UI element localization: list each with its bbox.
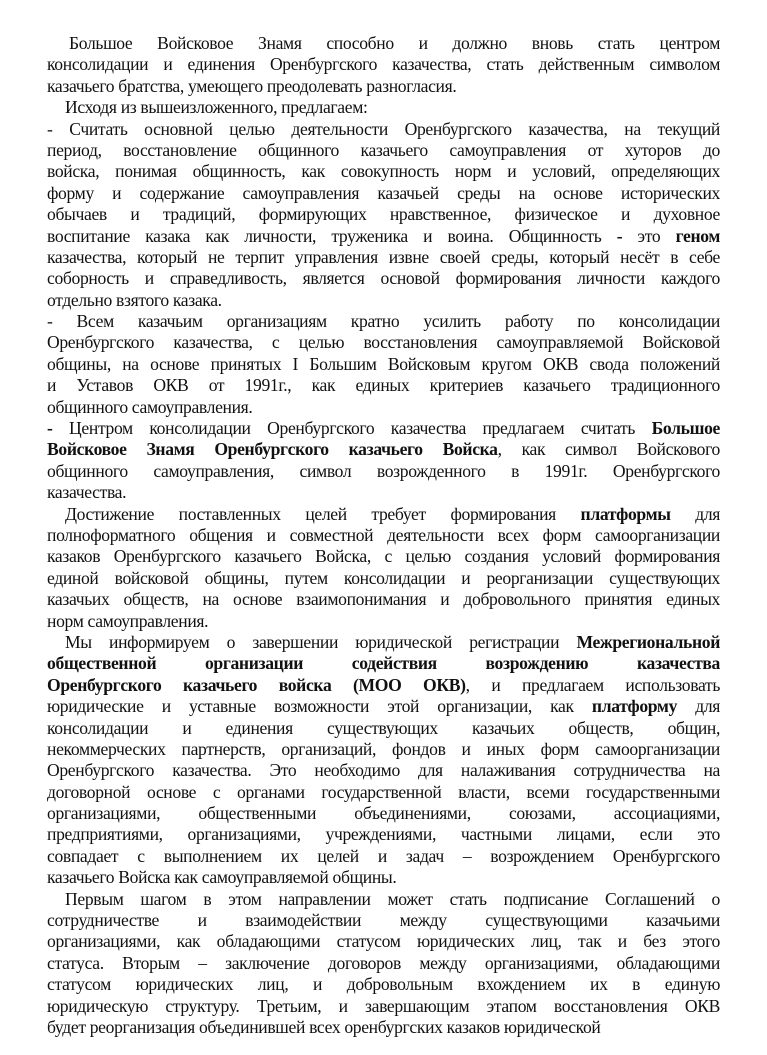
- text-line: [47, 996, 720, 1017]
- text-segment: обычаев и традиций, формирующих нравственное, физическое и духовное: [47, 204, 720, 225]
- bold-text: -: [47, 418, 53, 439]
- text-segment: для: [677, 696, 720, 717]
- text-segment: Большое Войсковое Знамя способно и должно вновь стать центром: [69, 33, 720, 53]
- bold-text: платформы: [580, 503, 671, 524]
- text-line: [47, 119, 720, 140]
- text-segment: статусом юридических лиц, и добровольным вхождением их в единую: [47, 974, 720, 995]
- text-segment: форму и содержание самоуправления казачьей среды на основе исторических: [47, 182, 720, 203]
- text-segment: консолидации и единения существующих казачьих обществ, общин,: [47, 717, 720, 738]
- text-line: [47, 161, 720, 182]
- text-segment: Оренбургского казачества. Это необходимо для налаживания сотрудничества на: [47, 760, 720, 781]
- text-segment: консолидации и единения Оренбургского казачества, стать действенным символом: [47, 54, 720, 75]
- text-line: [47, 204, 720, 225]
- text-segment: Оренбургского казачества, с целью восстановления самоуправляемой Войсковой: [47, 332, 720, 353]
- text-segment: Исходя из вышеизложенного, предлагаем:: [65, 97, 368, 118]
- text-line: [47, 889, 720, 910]
- text-segment: казачьего Войска как самоуправляемой общины.: [47, 867, 397, 888]
- text-line: [47, 974, 720, 995]
- text-segment: Мы информируем о завершении юридической регистрации: [65, 631, 577, 652]
- text-line: [47, 418, 720, 439]
- text-segment: предприятиями, организациями, учреждениями, частными лицами, если это: [47, 824, 720, 845]
- text-line: [47, 546, 720, 567]
- text-line: [47, 140, 720, 161]
- text-segment: - Всем казачьим организациям кратно усилить работу по консолидации: [47, 311, 720, 332]
- text-line: [47, 375, 720, 396]
- text-segment: казачества, который не терпит управления извне своей среды, который несёт в себе: [47, 246, 720, 267]
- text-segment: отдельно взятого казака.: [47, 289, 222, 310]
- text-line: [47, 1017, 720, 1038]
- text-segment: единой войсковой общины, путем консолидации и реорганизации существующих: [47, 567, 720, 588]
- text-segment: соборность и справедливость, является основой формирования личности каждого: [47, 268, 720, 289]
- text-line: [47, 653, 720, 674]
- text-segment: совпадает с выполнением их целей и задач – возрождением Оренбургского: [47, 845, 720, 866]
- text-line: [47, 397, 720, 418]
- text-segment: общины, на основе принятых I Большим Войсковым кругом ОКВ свода положений: [47, 353, 720, 374]
- text-line: [47, 760, 720, 781]
- text-line: [47, 332, 720, 353]
- text-line: [47, 589, 720, 610]
- bold-text: Большое: [651, 418, 720, 439]
- text-line: [47, 76, 720, 97]
- text-segment: казаков Оренбургского казачьего Войска, с целью создания условий формирования: [47, 546, 720, 567]
- bold-text: Войсковое Знамя Оренбургского казачьего Войска: [47, 439, 498, 460]
- text-segment: казачества.: [47, 482, 127, 503]
- text-segment: юридические и уставные возможности этой организации, как: [47, 696, 592, 717]
- text-line: [47, 525, 720, 546]
- text-segment: общинного самоуправления, символ возрожденного в 1991г. Оренбургского: [47, 460, 720, 481]
- text-segment: будет реорганизация объединившей всех оренбургских казаков юридической: [47, 1016, 601, 1037]
- text-line: [47, 675, 720, 696]
- text-line: [47, 33, 720, 54]
- bold-text: Оренбургского казачьего войска (МОО ОКВ): [47, 674, 466, 695]
- text-line: [47, 803, 720, 824]
- text-line: [47, 439, 720, 460]
- text-line: [47, 354, 720, 375]
- text-line: [47, 247, 720, 268]
- text-line: [47, 718, 720, 739]
- bold-text: общественной организации содействия возрождению казачества: [47, 653, 720, 674]
- text-line: [47, 311, 720, 332]
- text-line: [47, 611, 720, 632]
- text-line: [47, 782, 720, 803]
- text-segment: Центром консолидации Оренбургского казачества предлагаем считать: [52, 418, 652, 439]
- text-line: [47, 268, 720, 289]
- text-segment: , и предлагаем использовать: [465, 674, 720, 695]
- text-line: [47, 54, 720, 75]
- text-line: [47, 461, 720, 482]
- text-line: [47, 953, 720, 974]
- text-segment: договорной основе с органами государственной власти, всеми государственными: [47, 781, 720, 802]
- text-line: [47, 290, 720, 311]
- text-segment: сотрудничестве и взаимодействии между существующими казачьими: [47, 910, 720, 931]
- text-segment: норм самоуправления.: [47, 610, 209, 631]
- bold-text: -: [616, 225, 623, 246]
- text-line: [47, 739, 720, 760]
- text-segment: это: [622, 225, 676, 246]
- text-segment: Первым шагом в этом направлении может стать подписание Соглашений о: [65, 888, 720, 909]
- text-line: [47, 482, 720, 503]
- text-segment: общинного самоуправления.: [47, 396, 253, 417]
- text-segment: организациями, как обладающими статусом юридических лиц, так и без этого: [47, 931, 720, 952]
- text-line: [47, 824, 720, 845]
- text-segment: воспитание казака как личности, труженика и воина. Общинность: [47, 225, 617, 246]
- text-segment: и Уставов ОКВ от 1991г., как единых критериев казачьего традиционного: [47, 375, 720, 396]
- text-segment: - Считать основной целью деятельности Оренбургского казачества, на текущий: [47, 118, 720, 139]
- text-line: [47, 226, 720, 247]
- text-line: [47, 568, 720, 589]
- text-segment: статуса. Вторым – заключение договоров между организациями, обладающими: [47, 952, 720, 973]
- bold-text: платформу: [591, 696, 678, 717]
- text-segment: войска, понимая общинность, как совокупность норм и условий, определяющих: [47, 161, 720, 182]
- text-line: [47, 910, 720, 931]
- text-segment: полноформатного общения и совместной деятельности всех форм самоорганизации: [47, 524, 720, 545]
- text-segment: некоммерческих партнерств, организаций, фондов и иных форм самоорганизации: [47, 738, 720, 759]
- text-line: [47, 632, 720, 653]
- text-line: [47, 931, 720, 952]
- text-line: [47, 867, 720, 888]
- text-segment: казачьего братства, умеющего преодолевать разногласия.: [47, 75, 457, 96]
- document-page: [47, 33, 720, 1038]
- text-segment: Достижение поставленных целей требует формирования: [65, 503, 581, 524]
- text-segment: организациями, общественными объединениями, союзами, ассоциациями,: [47, 803, 720, 824]
- text-line: [47, 696, 720, 717]
- text-line: [47, 504, 720, 525]
- text-segment: юридическую структуру. Третьим, и завершающим этапом восстановления ОКВ: [47, 995, 720, 1016]
- text-segment: период, восстановление общинного казачьего самоуправления от хуторов до: [47, 139, 720, 160]
- text-line: [47, 97, 720, 118]
- text-line: [47, 183, 720, 204]
- text-segment: казачьих обществ, на основе взаимопонимания и добровольного принятия единых: [47, 589, 720, 610]
- bold-text: Межрегиональной: [576, 631, 720, 652]
- text-line: [47, 846, 720, 867]
- text-segment: для: [670, 503, 720, 524]
- bold-text: геном: [675, 225, 720, 246]
- text-segment: , как символ Войскового: [497, 439, 720, 460]
